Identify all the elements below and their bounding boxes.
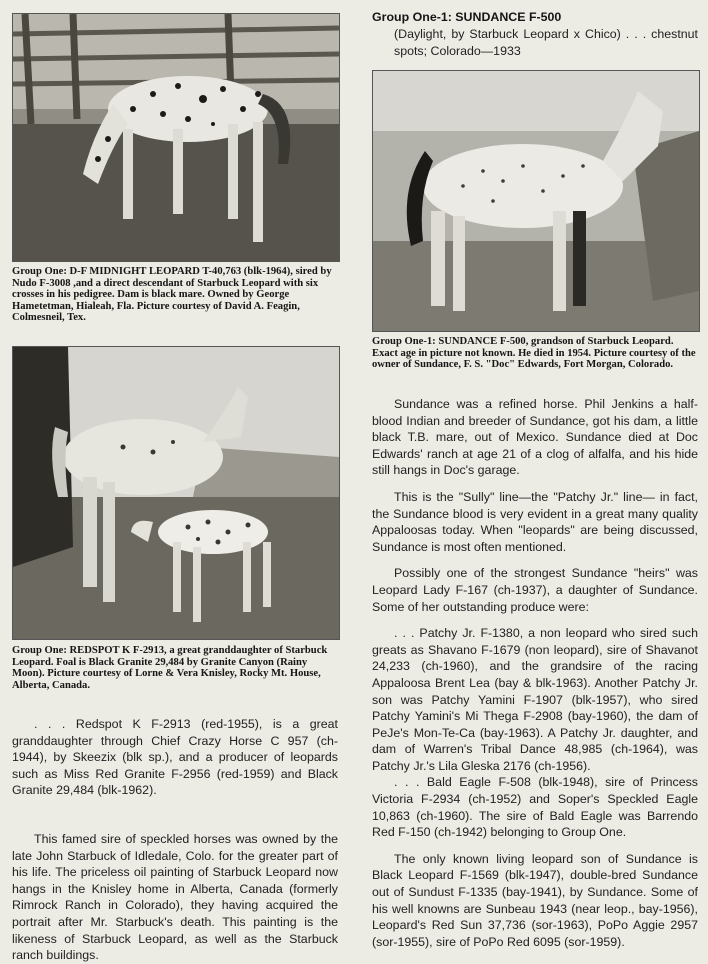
caption-midnight-leopard: Group One: D-F MIDNIGHT LEOPARD T-40,763 (blk-1964), sired by Nudo F-3008 ,and a direct descendant of Starbuck Leopard with six crosses in his pedigree. Dam is black mare. Owned by George Hametetman, Hialeah, Fla. Picture courtesy of David A. Feagin, Colmesneil, Tex.	[12, 266, 332, 324]
left-paragraph-1: . . . Redspot K F-2913 (red-1955), is a great granddaughter through Chief Crazy Horse C 957 (ch-1944), by Skeezix (blk sp.), and a producer of leopards such as Miss Red Granite F-2956 (red-1959) and Black Granite 29,484 (blk-1962).	[12, 717, 338, 798]
right-paragraph-5: . . . Bald Eagle F-508 (blk-1948), sire of Princess Victoria F-2934 (ch-1952) and Soper's Speckled Eagle 10,863 (ch-1960). The sire of Bald Eagle was Barrendo Red F-150 (ch-1942) belonging to Group One.	[372, 775, 698, 840]
photo-midnight-leopard	[12, 13, 340, 262]
photo-sundance	[372, 70, 700, 332]
right-paragraph-4: . . . Patchy Jr. F-1380, a non leopard who sired such greats as Shavano F-1679 (non leopard), sire of Shavanot 24,233 (ch-1960), and the grandsire of the racing Appaloosa Brent Lea (bay & blk-1963). Another Patchy Jr. son was Patchy Yamini F-1907 (blk-1957), who sired Patchy Yamini's Mi Thega F-2908 (bay-1960), the dam of PeJe's Mon-Te-Ca (bay-1963). A Patchy Jr. daughter, and dam of Warren's Tribal Dance 48,985 (ch-1964), was Patchy Jr.'s Lila Gleska 2176 (ch-1956).	[372, 626, 698, 773]
right-paragraph-3: Possibly one of the strongest Sundance "heirs" was Leopard Lady F-167 (ch-1937), a daughter of Sundance. Some of her outstanding produce were:	[372, 566, 698, 614]
caption-sundance: Group One-1: SUNDANCE F-500, grandson of Starbuck Leopard. Exact age in picture not known. He died in 1954. Picture courtesy of the owner of Sundance, F. S. "Doc" Edwards, Fort Morgan, Colorado.	[372, 336, 696, 371]
photo-redspot	[12, 346, 340, 640]
sundance-standing-image	[373, 71, 699, 331]
right-column-text	[372, 396, 698, 950]
right-paragraph-6: The only known living leopard son of Sundance is Black Leopard F-1569 (blk-1947), double-bred Sundance out of Sundust F-1335 (bay-1941), by Sundance. Some of his well knowns are Sunbeau 1943 (near leop., bay-1956), Leopard's Red Sun 37,736 (sor-1963), PoPo Aggie 2957 (sor-1955), sire of PoPo Red 6095 (sor-1959).	[372, 851, 698, 949]
mare-and-foal-image	[13, 347, 339, 639]
sundance-subheading: (Daylight, by Starbuck Leopard x Chico) . . . chestnut spots; Colorado—1933	[394, 27, 698, 58]
right-paragraph-1: Sundance was a refined horse. Phil Jenkins a half-blood Indian and breeder of Sundance, got his dam, a little black T.B. mare, out of Mexico. Sundance died at Doc Edwards' ranch at age 21 of a clog of alfalfa, and his hide still hangs in Doc's garage.	[372, 397, 698, 478]
right-paragraph-2: This is the "Sully" line—the "Patchy Jr." line— in fact, the Sundance blood is very evident in a great many quality Appaloosas today. When "leopards" are being discussed, Sundance is most often mentioned.	[372, 489, 698, 554]
left-paragraph-2: This famed sire of speckled horses was owned by the late John Starbuck of Idledale, Colo. for the greater part of his life. The priceless oil painting of Starbuck Leopard now hangs in the Knisley home in Alberta, Canada (formerly Rimrock Ranch in Colorado), they having acquired the portrait after Mr. Starbuck's death. This painting is the likeness of Starbuck Leopard, as well as the Starbuck ranch buildings.	[12, 831, 338, 963]
horse-grazing-image	[13, 14, 339, 261]
left-column-text	[12, 716, 338, 964]
sundance-heading: Group One-1: SUNDANCE F-500	[372, 10, 562, 24]
caption-redspot: Group One: REDSPOT K F-2913, a great granddaughter of Starbuck Leopard. Foal is Black Granite 29,484 by Granite Canyon (Rainy Moon). Picture courtesy of Lorne & Vera Knisley, Rocky Mt. House, Alberta, Canada.	[12, 645, 328, 691]
